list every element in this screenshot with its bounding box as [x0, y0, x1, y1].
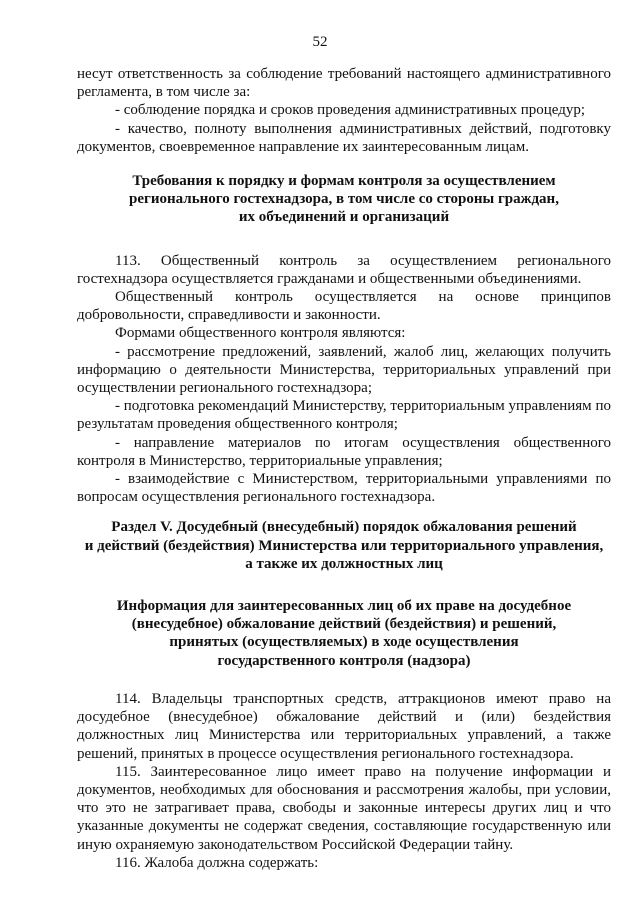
- heading-line: Требования к порядку и формам контроля за осуществлением: [132, 173, 556, 190]
- clause-113: 113. Общественный контроль за осуществлением регионального гостехнадзора осуществляется гражданами и общественными объединениями.: [77, 252, 611, 287]
- heading-line: принятых (осуществляемых) в ходе осуществления: [169, 634, 519, 651]
- control-heading: [77, 172, 611, 227]
- heading-line: государственного контроля (надзора): [217, 652, 471, 669]
- clause-113-item: - взаимодействие с Министерством, территориальными управлениями по вопросам осуществления регионального гостехнадзора.: [77, 471, 611, 506]
- clause-113-item: - рассмотрение предложений, заявлений, жалоб лиц, желающих получить информацию о деятельности Министерства, территориальных управлений при осуществлении регионального гостехнадзора;: [77, 343, 611, 397]
- heading-line: Раздел V. Досудебный (внесудебный) порядок обжалования решений: [111, 519, 577, 536]
- heading-line: (внесудебное) обжалование действий (бездействия) и решений,: [131, 616, 557, 633]
- heading-line: а также их должностных лиц: [245, 555, 443, 572]
- clause-116: 116. Жалоба должна содержать:: [115, 854, 319, 871]
- heading-line: и действий (бездействия) Министерства или территориального управления,: [84, 537, 604, 554]
- intro-item: - соблюдение порядка и сроков проведения административных процедур;: [115, 102, 586, 119]
- clause-113-item: - направление материалов по итогам осуществления общественного контроля в Министерство, территориальные управления;: [77, 434, 611, 469]
- clause-113-principles: Общественный контроль осуществляется на основе принципов добровольности, справедливости и законности.: [77, 289, 611, 324]
- heading-line: их объединений и организаций: [238, 209, 450, 226]
- clause-115: 115. Заинтересованное лицо имеет право на получение информации и документов, необходимых для обоснования и рассмотрения жалобы, при условии, что это не затрагивает права, свободы и законные интересы других лиц и что указанные документы не содержат сведения, составляющие государственную или иную охраняемую законодательством Российской Федерации тайну.: [77, 763, 611, 853]
- section-v-heading: [77, 518, 611, 573]
- information-heading: [77, 597, 611, 670]
- heading-line: регионального гостехнадзора, в том числе со стороны граждан,: [129, 191, 559, 208]
- page-number: 52: [312, 34, 328, 50]
- intro-item: - качество, полноту выполнения административных действий, подготовку документов, своевременное направление их заинтересованным лицам.: [77, 120, 611, 155]
- clause-113-item: - подготовка рекомендаций Министерству, территориальным управлениям по результатам проведения общественного контроля;: [77, 398, 611, 433]
- clause-113-forms-lead: Формами общественного контроля являются:: [115, 325, 406, 342]
- intro-paragraph: несут ответственность за соблюдение требований настоящего административного регламента, в том числе за:: [77, 66, 611, 101]
- clause-114: 114. Владельцы транспортных средств, аттракционов имеют право на досудебное (внесудебное) обжалование действий и (или) бездействия должностных лиц Министерства или территориальных управлений, а также решений, принятых в процессе осуществления регионального гостехнадзора.: [77, 690, 611, 762]
- heading-line: Информация для заинтересованных лиц об их праве на досудебное: [116, 598, 572, 615]
- document-body: [77, 65, 611, 872]
